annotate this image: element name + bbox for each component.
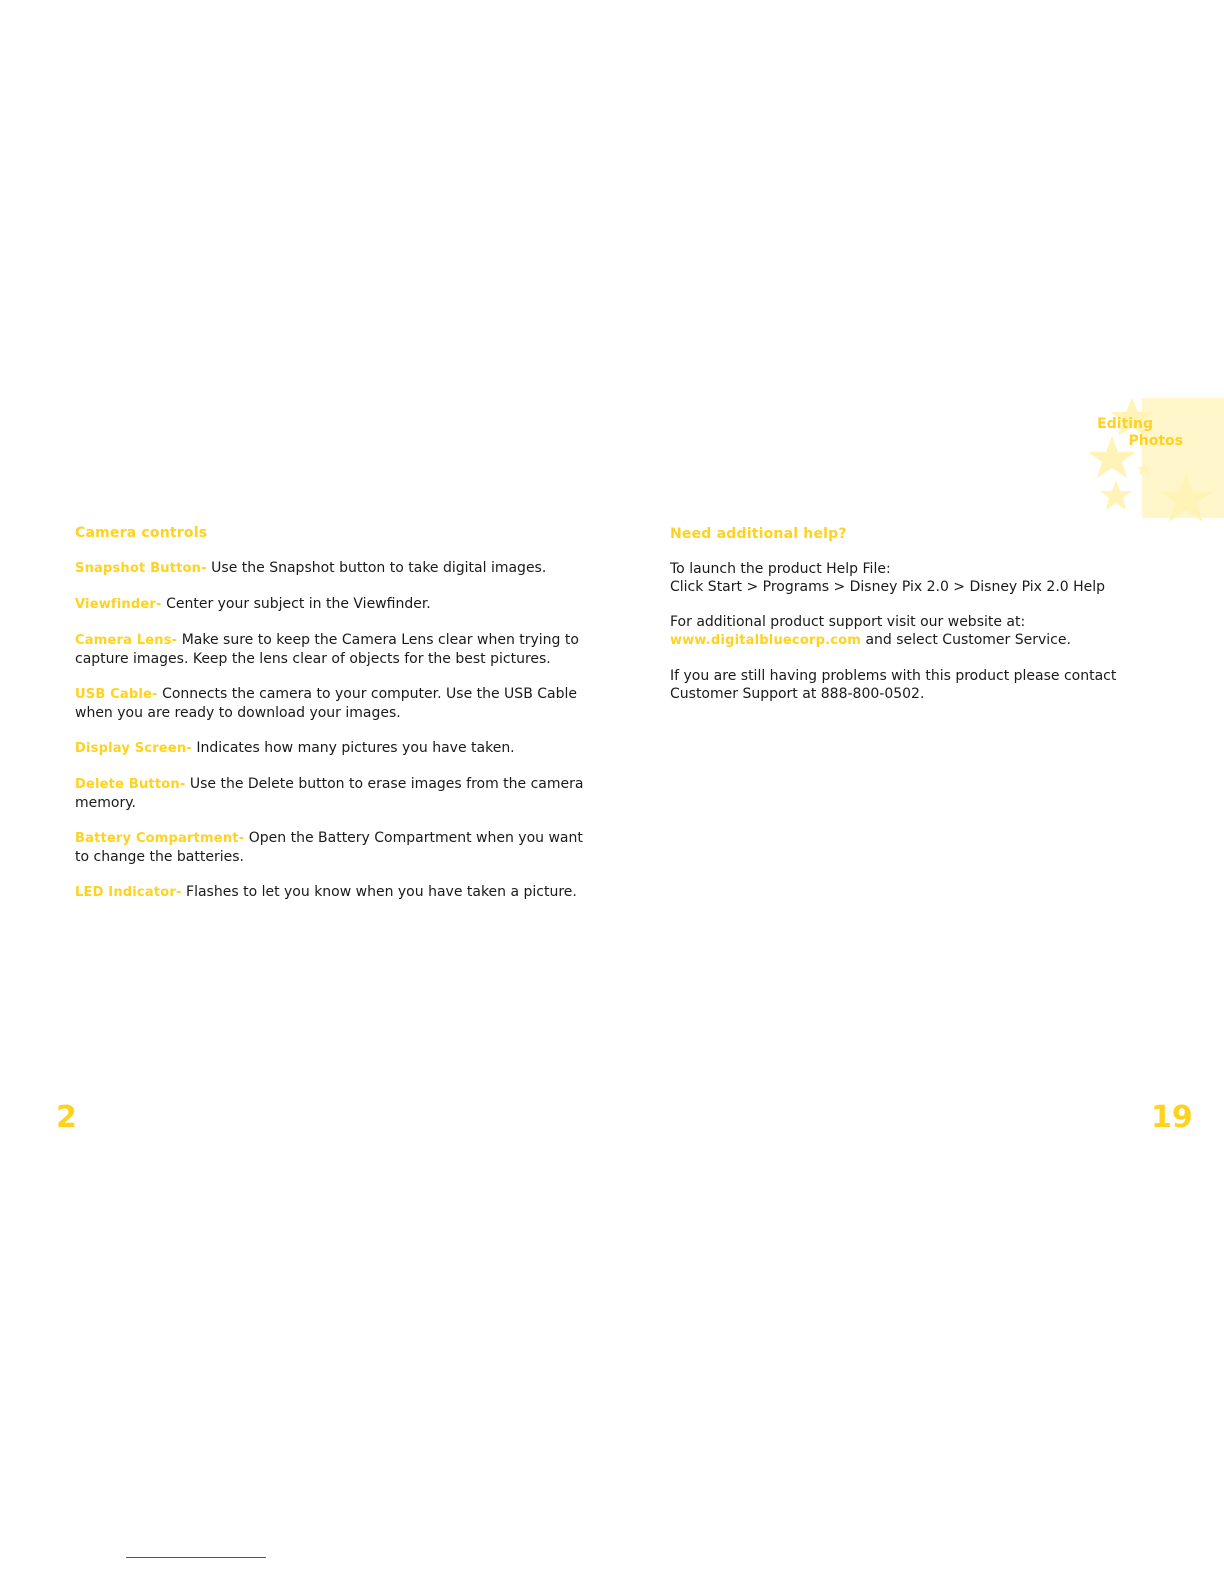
control-led-indicator bbox=[75, 883, 585, 902]
control-description: Open the Battery Compartment when you want to change the batteries. bbox=[75, 830, 583, 865]
control-camera-lens bbox=[75, 631, 585, 668]
camera-controls-heading: Camera controls bbox=[75, 525, 208, 541]
control-display-screen bbox=[75, 739, 585, 758]
support-line-2 bbox=[670, 631, 1160, 650]
control-description: Indicates how many pictures you have taken. bbox=[191, 740, 515, 756]
control-label: LED Indicator- bbox=[75, 885, 182, 900]
control-description: Make sure to keep the Camera Lens clear when trying to capture images. Keep the lens clear of objects for the best pictures. bbox=[75, 632, 579, 667]
control-label: Camera Lens- bbox=[75, 633, 178, 648]
control-description: Connects the camera to your computer. Use the USB Cable when you are ready to download your images. bbox=[75, 686, 577, 721]
control-usb-cable bbox=[75, 685, 585, 722]
help-heading: Need additional help? bbox=[670, 526, 847, 542]
section-tab-decoration bbox=[1080, 396, 1224, 526]
control-label: Snapshot Button- bbox=[75, 561, 207, 576]
page-number-right: 19 bbox=[1151, 1100, 1193, 1135]
control-label: Display Screen- bbox=[75, 741, 192, 756]
control-description: Flashes to let you know when you have taken a picture. bbox=[181, 884, 577, 900]
control-description: Use the Delete button to erase images from the camera memory. bbox=[75, 776, 584, 811]
camera-controls-section bbox=[75, 524, 585, 902]
section-tab-title bbox=[1097, 416, 1183, 450]
website-link[interactable]: www.digitalbluecorp.com bbox=[670, 633, 862, 648]
control-delete-button bbox=[75, 775, 585, 812]
contact-support-block: If you are still having problems with this product please contact Customer Support at 888-800-0502. bbox=[670, 668, 1117, 702]
section-tab-line2: Photos bbox=[1128, 433, 1183, 449]
help-line-1: To launch the product Help File: bbox=[670, 561, 891, 577]
control-description: Center your subject in the Viewfinder. bbox=[161, 596, 431, 612]
help-line-2: Click Start > Programs > Disney Pix 2.0 > Disney Pix 2.0 Help bbox=[670, 579, 1106, 595]
support-website-block bbox=[670, 613, 1160, 650]
control-description: Use the Snapshot button to take digital images. bbox=[206, 560, 547, 576]
help-section bbox=[670, 525, 1160, 703]
support-line-1: For additional product support visit our website at: bbox=[670, 614, 1026, 630]
control-label: Viewfinder- bbox=[75, 597, 162, 612]
control-label: Battery Compartment- bbox=[75, 831, 245, 846]
control-label: Delete Button- bbox=[75, 777, 186, 792]
control-label: USB Cable- bbox=[75, 687, 158, 702]
section-tab-line1: Editing bbox=[1097, 416, 1153, 432]
page-number-left: 2 bbox=[56, 1100, 77, 1135]
footer-rule bbox=[126, 1557, 266, 1558]
control-battery-compartment bbox=[75, 829, 585, 866]
support-line-2-rest: and select Customer Service. bbox=[861, 632, 1071, 648]
control-viewfinder bbox=[75, 595, 585, 614]
control-snapshot-button bbox=[75, 559, 585, 578]
help-file-instructions bbox=[670, 560, 1160, 596]
